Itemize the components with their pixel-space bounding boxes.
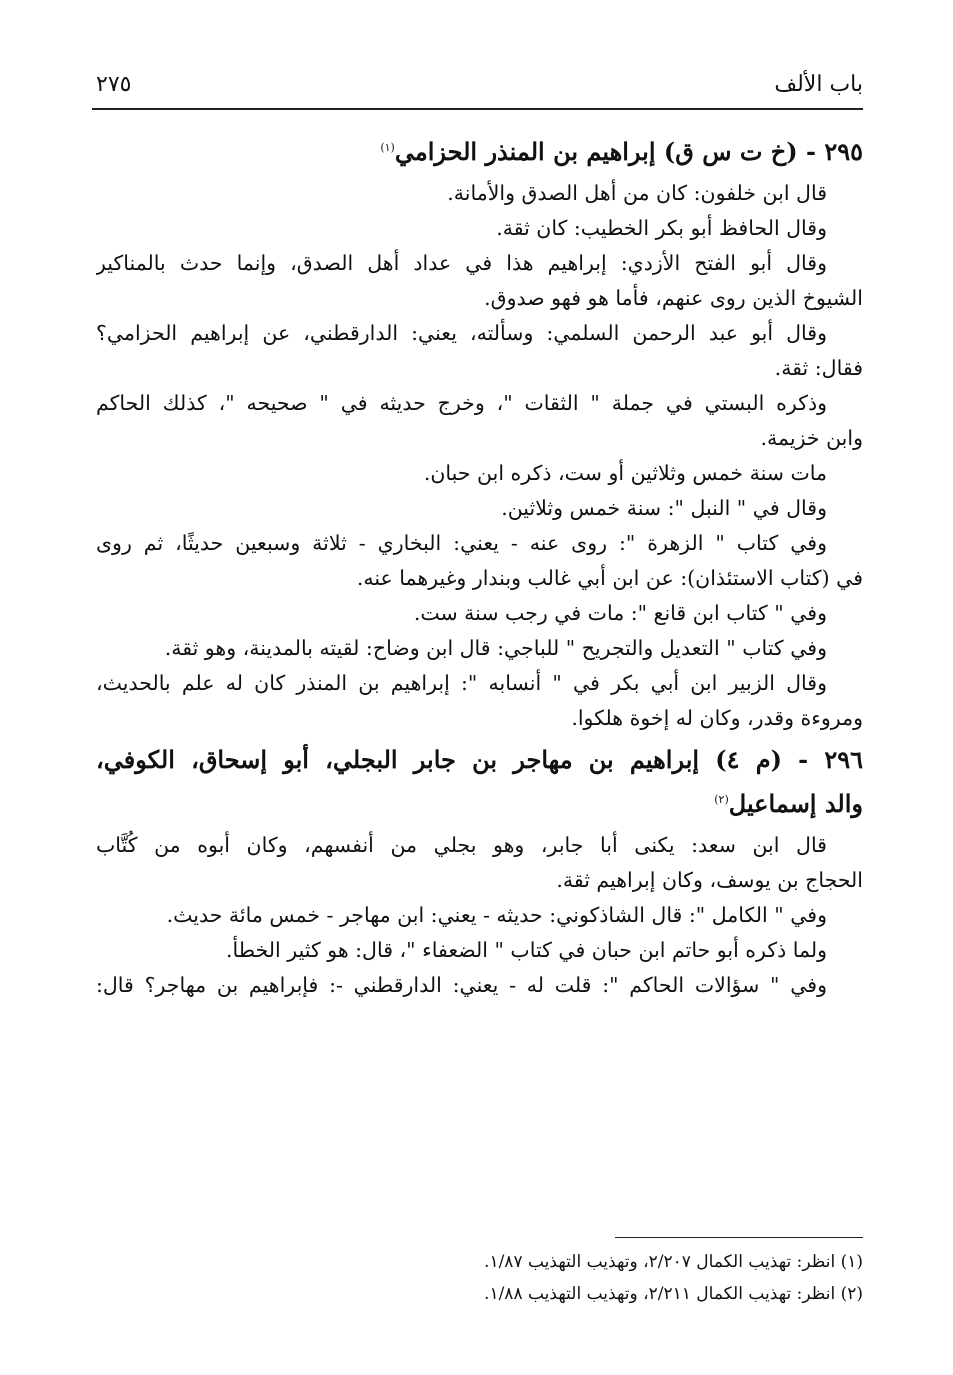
footnote-1: (١) انظر: تهذيب الكمال ٢/٢٠٧، وتهذيب التهذيب ١/٨٧. [484,1252,863,1272]
footnote-ref: (١) [380,141,395,154]
footnotes [96,1246,863,1310]
text-line: وفي " سؤالات الحاكم ": قلت له - يعني: الدارقطني -: فإبراهيم بن مهاجر؟ قال: [96,973,827,997]
text-line: الحجاج بن يوسف، وكان إبراهيم ثقة. [556,868,863,892]
text-line: وقال أبو الفتح الأزدي: إبراهيم هذا في عداد أهل الصدق، وإنما حدث بالمناكير [96,251,827,275]
text-line: وذكره البستي في جملة " الثقات "، وخرج حديثه في " صحيحه "، كذلك الحاكم [96,391,827,415]
text-line: ومروءة وقدر، وكان له إخوة هلكوا. [571,706,863,730]
text-line: مات سنة خمس وثلاثين أو ست، ذكره ابن حبان. [423,461,827,485]
text-line: وقال في " النبل ": سنة خمس وثلاثين. [501,496,827,520]
text-line: في (كتاب الاستئذان): عن ابن أبي غالب وبندار وغيرهما عنه. [356,566,863,590]
footnote-rule [615,1237,863,1238]
entry-heading-text: ٢٩٥ - (خ ت س ق) إبراهيم بن المنذر الحزامي [394,137,863,166]
text-line: قال ابن خلفون: كان من أهل الصدق والأمانة. [447,181,827,205]
text-line: فقال: ثقة. [774,356,863,380]
text-line: قال ابن سعد: يكنى أبا جابر، وهو بجلي من أنفسهم، وكان أبوه من كُتَّاب [96,833,827,857]
text-line: وقال الزبير ابن أبي بكر في " أنسابه ": إبراهيم بن المنذر كان له علم بالحديث، [96,671,827,695]
text-line: ولما ذكره أبو حاتم ابن حبان في كتاب " الضعفاء "، قال: هو كثير الخطأ. [226,938,827,962]
header-rule [92,108,863,110]
text-line: وفي " الكامل ": قال الشاذكوني: حديثه - يعني: ابن مهاجر - خمس مائة حديث. [166,903,827,927]
footnote-2: (٢) انظر: تهذيب الكمال ٢/٢١١، وتهذيب التهذيب ١/٨٨. [484,1284,863,1304]
page-body [96,128,863,1003]
footnote-ref: (٢) [714,793,729,806]
entry-heading-296: ٢٩٦ - (م ٤) إبراهيم بن مهاجر بن جابر البجلي، أبو إسحاق، الكوفي، [96,745,863,774]
running-header-chapter: باب الألف [774,72,863,97]
text-line: وفي " كتاب ابن قانع ": مات في رجب سنة ست. [413,601,827,625]
entry-heading-text: والد إسماعيل [728,789,863,818]
page-number: ٢٧٥ [96,72,132,97]
entry-heading-296-cont [96,784,863,828]
text-line: وفي كتاب " الزهرة ": روى عنه - يعني: البخاري - ثلاثة وسبعين حديثًا، ثم روى [96,531,827,555]
text-line: الشيوخ الذين روى عنهم، فأما هو فهو صدوق. [484,286,863,310]
entry-heading-295 [96,128,863,176]
text-line: وابن خزيمة. [760,426,863,450]
text-line: وفي كتاب " التعديل والتجريح " للباجي: قال ابن وضاح: لقيته بالمدينة، وهو ثقة. [164,636,827,660]
text-line: وقال الحافظ أبو بكر الخطيب: كان ثقة. [496,216,827,240]
text-line: وقال أبو عبد الرحمن السلمي: وسألته، يعني: الدارقطني، عن إبراهيم الحزامي؟ [96,321,827,345]
